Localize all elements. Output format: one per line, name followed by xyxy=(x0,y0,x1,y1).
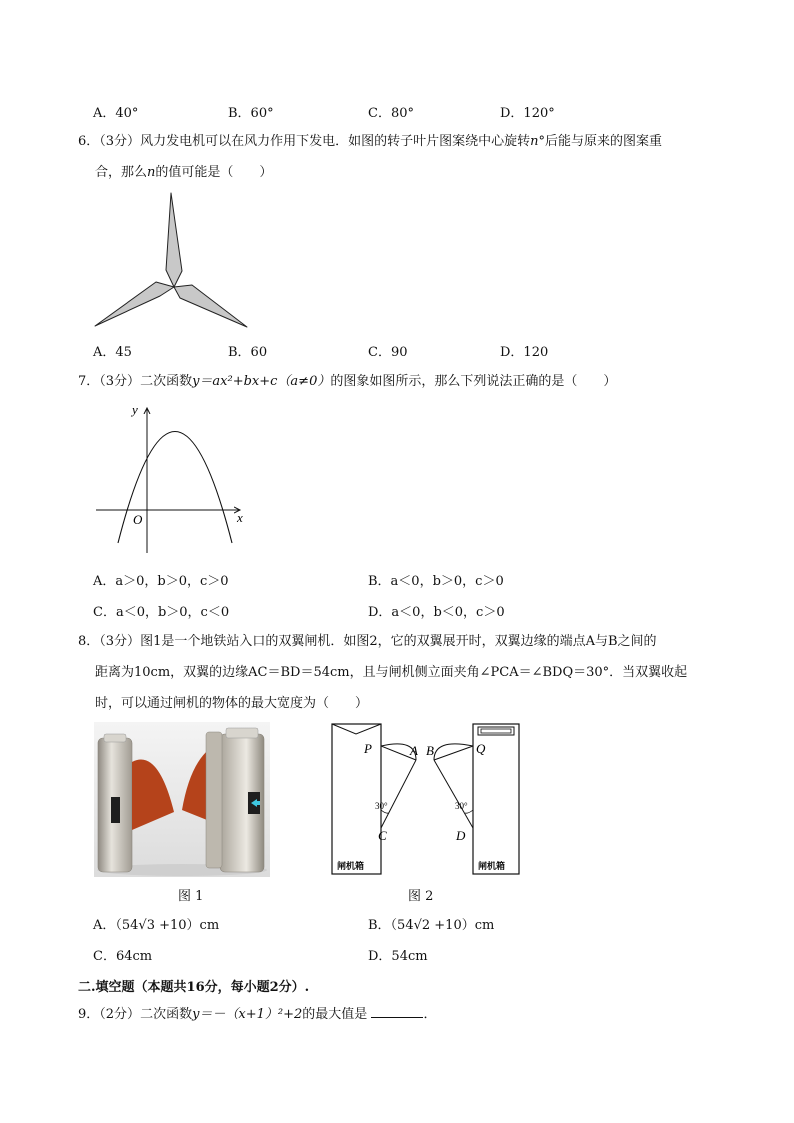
q8-stem xyxy=(78,626,723,719)
q8-label-a: A xyxy=(410,743,418,758)
q6-points: （3分） xyxy=(99,134,141,149)
q8-label-left-box: 闸机箱 xyxy=(337,861,365,871)
q9-end: ． xyxy=(423,1007,437,1022)
q8-right-wing-edge xyxy=(434,760,473,828)
section-2-title: 二.填空题（本题共16分，每小题2分）. xyxy=(78,980,310,995)
q8-label-angle-left: 30° xyxy=(375,801,388,811)
q8-figure-2-caption: 图 2 xyxy=(408,889,434,904)
q6-turbine-figure xyxy=(90,190,255,330)
q8-option-b: B．（54√2 +10）cm xyxy=(368,918,495,933)
q6-var-n-2: n xyxy=(147,165,156,180)
q7-option-c: C．a＜0，b＞0，c＜0 xyxy=(93,605,230,620)
q6-text-3: 后能与原来的图案重 xyxy=(544,134,662,149)
q6-line2-2: 的值可能是（ ） xyxy=(155,165,273,180)
q8-label-p: P xyxy=(364,741,372,756)
q8-option-d: D．54cm xyxy=(368,949,428,964)
q6-var-n: n xyxy=(530,134,539,149)
q5-option-b: B．60° xyxy=(228,106,274,121)
q8-line-1: 图1是一个地铁站入口的双翼闸机．如图2，它的双翼展开时，双翼边缘的端点A与B之间的 xyxy=(140,634,657,649)
q6-stem xyxy=(78,126,723,188)
q8-label-c: C xyxy=(378,828,387,843)
q8-line-2: 距离为10cm，双翼的边缘AC＝BD＝54cm，且与闸机侧立面夹角∠PCA＝∠BDQ＝30°．当双翼收起 xyxy=(95,665,688,680)
q8-label-b: B xyxy=(426,743,434,758)
q7-number: 7． xyxy=(78,374,100,389)
q8-number: 8． xyxy=(78,634,100,649)
q8-left-gate-box xyxy=(332,724,381,874)
q6-option-d: D．120 xyxy=(500,345,549,360)
q8-label-right-box: 闸机箱 xyxy=(478,861,506,871)
q9-answer-blank[interactable] xyxy=(371,1005,423,1018)
q6-option-c: C．90 xyxy=(368,345,408,360)
q6-text-1: 风力发电机可以在风力作用下发电．如图的转子叶片图案绕中心旋转 xyxy=(140,134,531,149)
q9-number: 9． xyxy=(78,1007,100,1022)
q5-option-d: D．120° xyxy=(500,106,555,121)
q7-option-a: A．a＞0，b＞0，c＞0 xyxy=(93,574,229,589)
q6-blade-right xyxy=(174,285,247,327)
q7-text-2: 的图象如图所示，那么下列说法正确的是（ ） xyxy=(330,374,617,389)
q9-text-1: 二次函数 xyxy=(140,1007,193,1022)
q8-figure-1-caption: 图 1 xyxy=(178,889,204,904)
q8-left-wing-edge xyxy=(381,760,416,828)
q8-label-angle-right: 30° xyxy=(455,801,468,811)
q7-formula: y＝ax²+bx+c（a≠0） xyxy=(192,374,331,389)
q6-degree: ° xyxy=(538,134,545,149)
q7-points: （3分） xyxy=(99,374,141,389)
q8-option-a: A．（54√3 +10）cm xyxy=(93,918,220,933)
q5-option-a: A．40° xyxy=(93,106,139,121)
q7-stem xyxy=(78,366,723,397)
q8-right-wing-top xyxy=(434,746,473,760)
q9-stem xyxy=(78,999,723,1030)
q8-option-c: C．64cm xyxy=(93,949,153,964)
q7-option-b: B．a＜0，b＞0，c＞0 xyxy=(368,574,504,589)
q7-parabola-graph xyxy=(92,398,252,558)
q9-formula: y＝－（x+1）²+2 xyxy=(192,1007,303,1022)
q6-blade-left xyxy=(95,282,174,326)
q9-text-2: 的最大值是 xyxy=(302,1007,368,1022)
q9-points: （2分） xyxy=(99,1007,141,1022)
q7-text-1: 二次函数 xyxy=(140,374,193,389)
q8-points: （3分） xyxy=(99,634,141,649)
q6-number: 6． xyxy=(78,134,100,149)
q8-label-q: Q xyxy=(476,741,486,756)
q7-x-label: x xyxy=(237,510,243,525)
q8-figure-2-diagram xyxy=(326,718,522,878)
q8-label-d: D xyxy=(456,828,466,843)
q6-blade-top xyxy=(166,193,182,287)
q7-option-d: D．a＜0，b＜0，c＞0 xyxy=(368,605,505,620)
q6-option-b: B．60 xyxy=(228,345,268,360)
q8-line-3: 时，可以通过闸机的物体的最大宽度为（ ） xyxy=(95,696,369,711)
q7-y-label: y xyxy=(132,402,138,417)
q6-line2-1: 合，那么 xyxy=(95,165,148,180)
q8-figure-1-photo xyxy=(94,722,270,877)
q5-option-c: C．80° xyxy=(368,106,414,121)
q7-origin-label: O xyxy=(133,512,143,527)
q6-option-a: A．45 xyxy=(93,345,132,360)
